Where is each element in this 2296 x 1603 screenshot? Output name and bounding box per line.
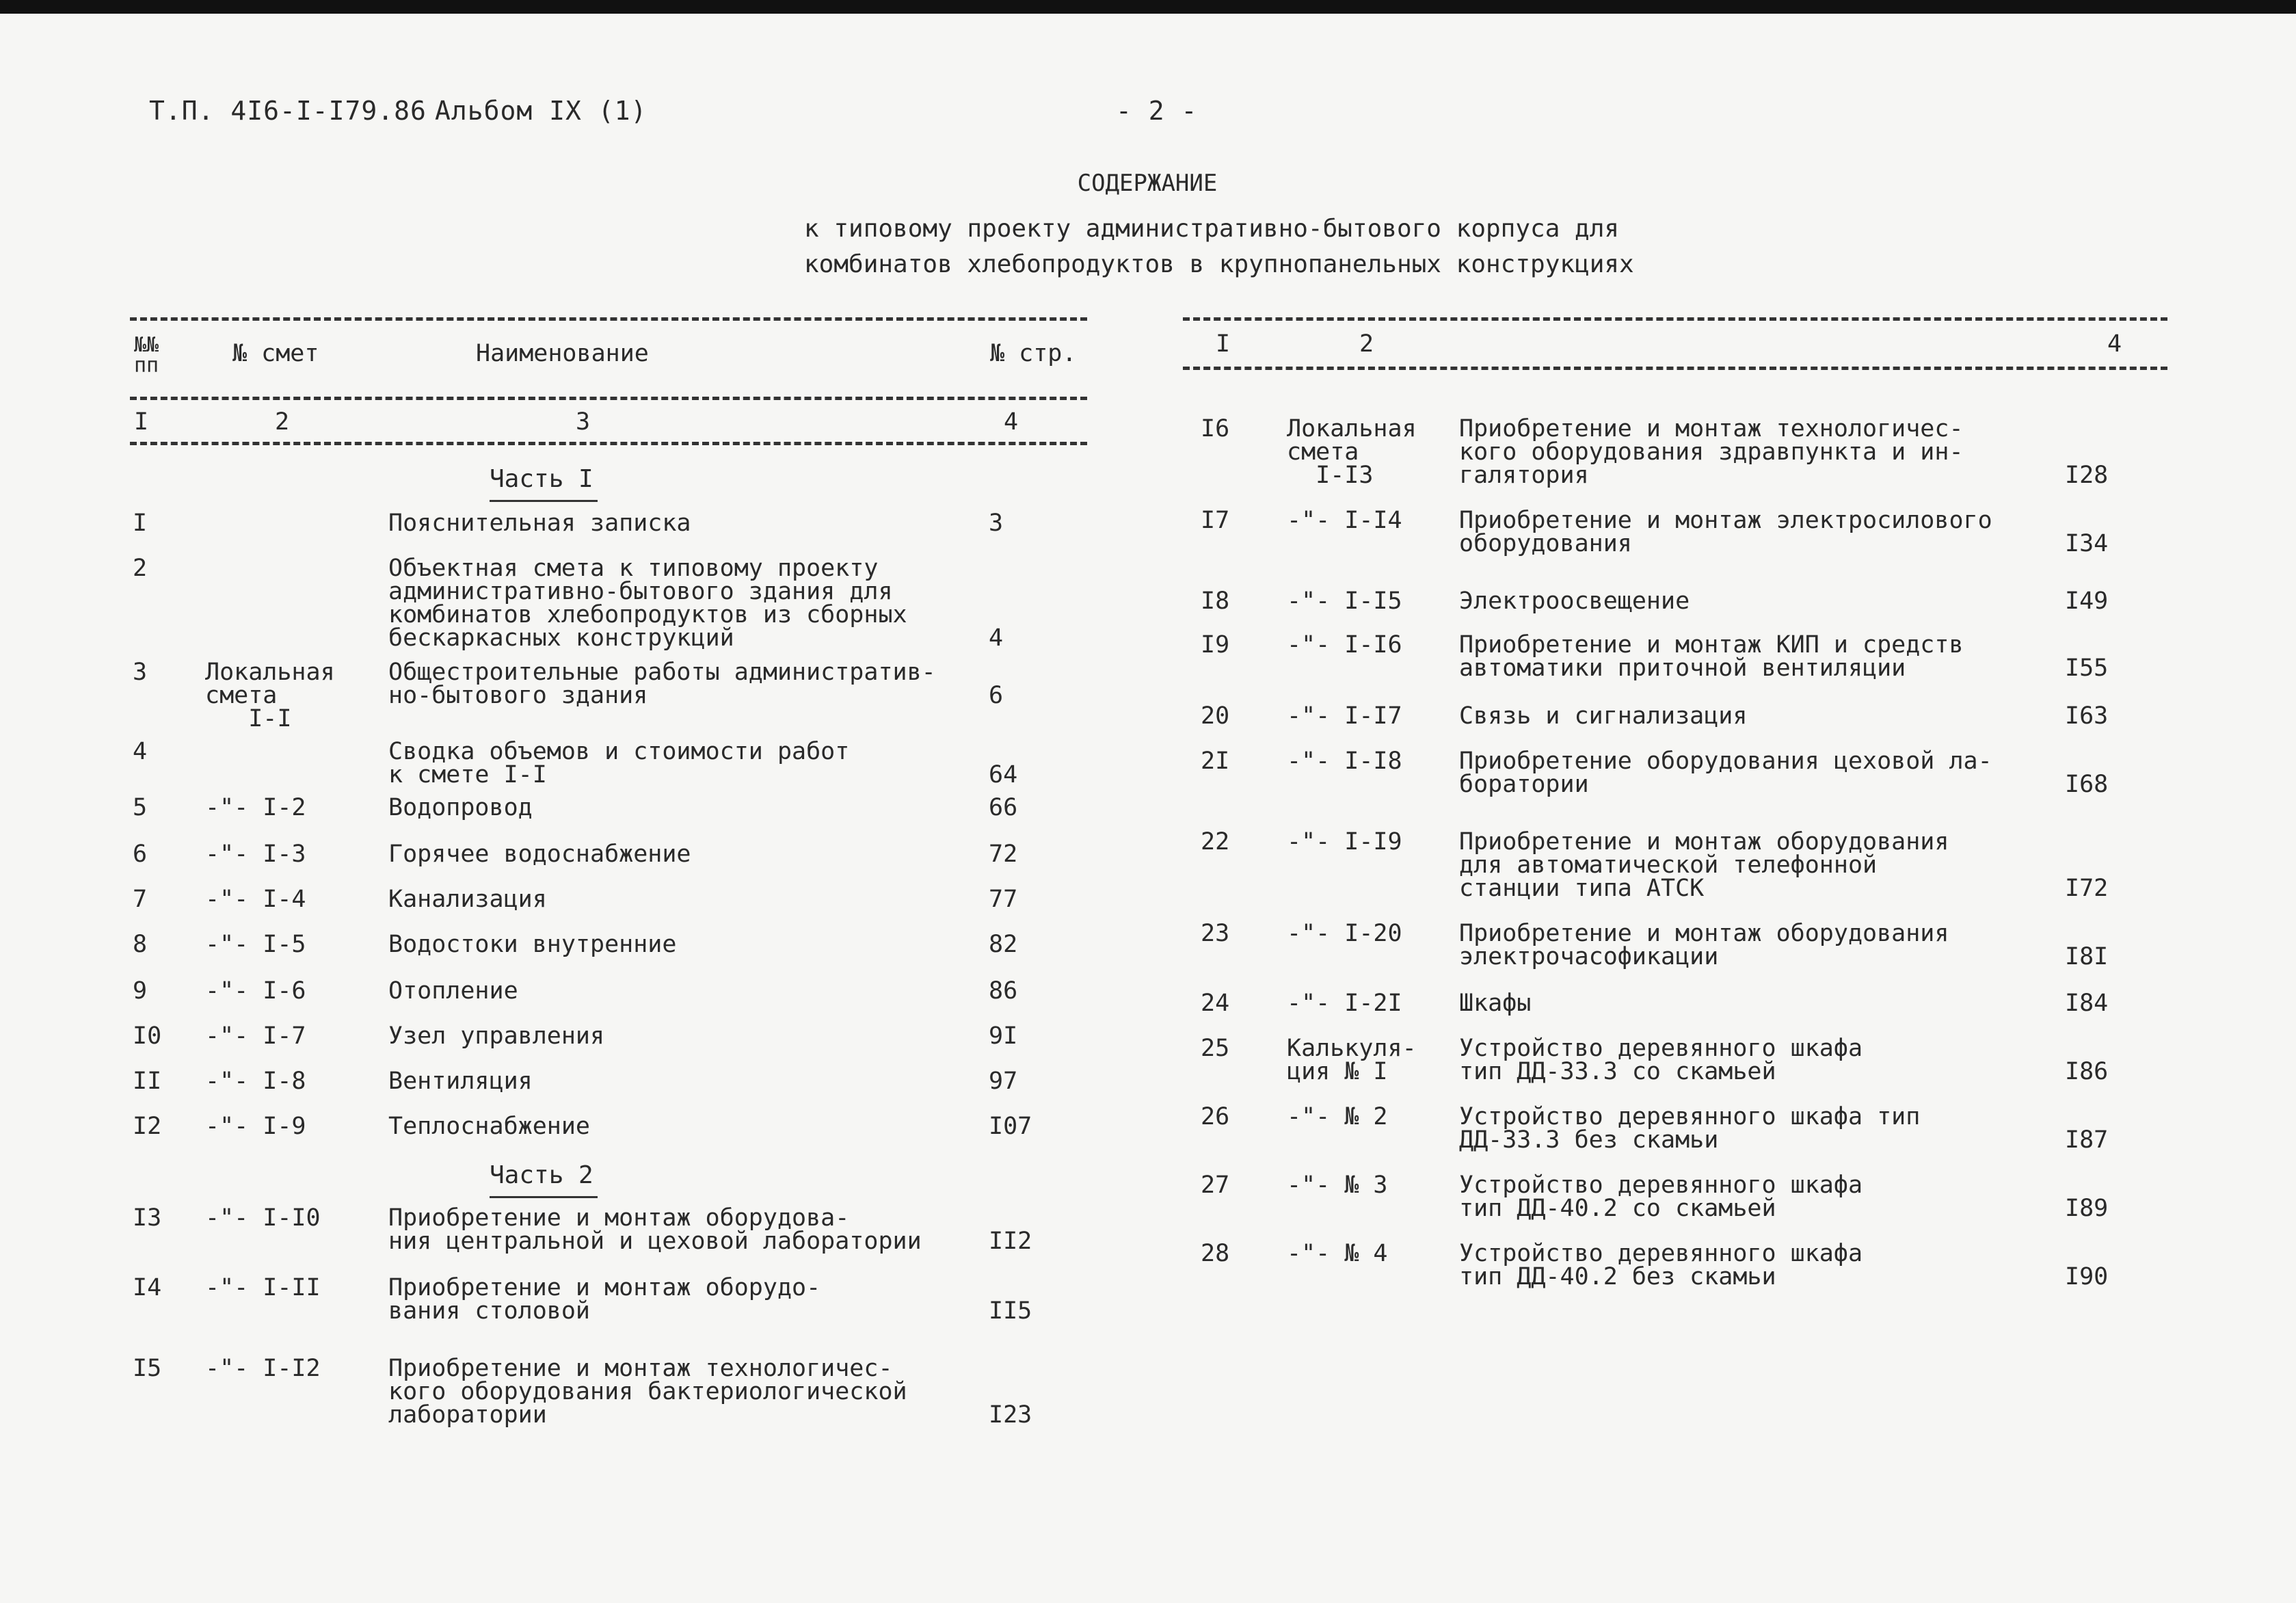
header-estimate: № смет <box>232 340 319 367</box>
row-page: I55 <box>2065 654 2109 682</box>
row-page: 77 <box>989 886 1018 913</box>
row-number: 26 <box>1201 1103 1230 1130</box>
row-page: 97 <box>989 1068 1018 1095</box>
album-label: Альбом IX (1) <box>435 96 648 126</box>
row-page: I49 <box>2065 587 2109 615</box>
row-name: Электроосвещение <box>1459 587 1690 615</box>
row-number: I3 <box>133 1204 162 1232</box>
row-estimate: Локальная смета I-I <box>205 659 335 732</box>
row-number: 2 <box>133 555 148 582</box>
right-col-number-1: I <box>1216 330 1231 358</box>
row-number: 28 <box>1201 1240 1230 1267</box>
row-estimate: -"- № 4 <box>1287 1240 1388 1267</box>
right-col-number-4: 4 <box>2107 330 2122 358</box>
row-estimate: -"- I-20 <box>1287 920 1402 947</box>
row-page: I72 <box>2065 875 2109 902</box>
row-number: 2I <box>1201 747 1230 775</box>
row-estimate: -"- I-I5 <box>1287 587 1402 615</box>
row-page: 64 <box>989 761 1018 789</box>
row-name: Приобретение и монтаж технологичес- кого оборудования бактериологической лаборатории <box>388 1355 907 1429</box>
row-name: Вентиляция <box>388 1068 533 1095</box>
row-name: Теплоснабжение <box>388 1113 591 1140</box>
row-page: 82 <box>989 931 1018 958</box>
row-page: I8I <box>2065 943 2109 970</box>
right-rule-top <box>1183 317 2167 321</box>
row-number: 9 <box>133 977 148 1005</box>
row-number: 7 <box>133 886 148 913</box>
row-estimate: -"- I-4 <box>205 886 306 913</box>
row-name: Связь и сигнализация <box>1459 702 1748 730</box>
row-number: 6 <box>133 840 148 868</box>
row-page: I07 <box>989 1113 1032 1140</box>
row-page: I23 <box>989 1401 1032 1429</box>
row-name: Приобретение и монтаж оборудования электрочасофикации <box>1459 920 1949 970</box>
row-number: I8 <box>1201 587 1230 615</box>
row-estimate: Локальная смета I-I3 <box>1287 415 1417 489</box>
row-number: 5 <box>133 794 148 821</box>
row-number: 23 <box>1201 920 1230 947</box>
row-name: Водопровод <box>388 794 533 821</box>
row-estimate: -"- I-I4 <box>1287 507 1402 534</box>
col-number-2: 2 <box>275 408 290 436</box>
row-name: Устройство деревянного шкафа тип ДД-33.3 без скамьи <box>1459 1103 1921 1154</box>
row-page: I63 <box>2065 702 2109 730</box>
row-estimate: -"- I-I2 <box>205 1355 321 1382</box>
row-estimate: -"- I-2 <box>205 794 306 821</box>
row-name: Приобретение и монтаж электросилового оборудования <box>1459 507 1992 557</box>
row-name: Устройство деревянного шкафа тип ДД-40.2 без скамьи <box>1459 1240 1863 1290</box>
row-page: 66 <box>989 794 1018 821</box>
col-number-4: 4 <box>1004 408 1019 436</box>
row-estimate: Калькуля- ция № I <box>1287 1035 1417 1085</box>
row-page: I68 <box>2065 771 2109 798</box>
row-number: I0 <box>133 1022 162 1050</box>
col-number-3: 3 <box>576 408 591 436</box>
row-estimate: -"- № 2 <box>1287 1103 1388 1130</box>
row-name: Устройство деревянного шкафа тип ДД-40.2 со скамьей <box>1459 1171 1863 1222</box>
row-number: 24 <box>1201 990 1230 1017</box>
row-estimate: -"- I-3 <box>205 840 306 868</box>
row-name: Канализация <box>388 886 547 913</box>
right-rule-colnums <box>1183 367 2167 370</box>
row-number: I <box>133 509 148 537</box>
row-page: II2 <box>989 1228 1032 1255</box>
row-page: II5 <box>989 1297 1032 1325</box>
row-name: Приобретение и монтаж оборудо- вания столовой <box>388 1274 821 1325</box>
header-name: Наименование <box>476 340 649 367</box>
row-estimate: -"- I-2I <box>1287 990 1402 1017</box>
part-1-heading: Часть I <box>490 465 598 493</box>
row-page: I84 <box>2065 990 2109 1017</box>
row-name: Устройство деревянного шкафа тип ДД-33.3 со скамьей <box>1459 1035 1863 1085</box>
header-num: №№ пп <box>134 333 159 377</box>
row-page: 72 <box>989 840 1018 868</box>
subtitle-line-2: комбинатов хлебопродуктов в крупнопанельных конструкциях <box>804 250 1634 278</box>
row-estimate: -"- I-8 <box>205 1068 306 1095</box>
row-estimate: -"- I-6 <box>205 977 306 1005</box>
scan-top-border <box>0 0 2296 14</box>
row-number: 27 <box>1201 1171 1230 1199</box>
row-page: 3 <box>989 509 1004 537</box>
subtitle-line-1: к типовому проекту административно-бытового корпуса для <box>804 215 1620 243</box>
part-2-heading: Часть 2 <box>490 1161 598 1189</box>
row-estimate: -"- I-II <box>205 1274 321 1301</box>
col-number-1: I <box>134 408 149 436</box>
row-estimate: -"- I-5 <box>205 931 306 958</box>
row-page: 9I <box>989 1022 1018 1050</box>
row-estimate: -"- I-I7 <box>1287 702 1402 730</box>
row-number: 25 <box>1201 1035 1230 1062</box>
right-col-number-2: 2 <box>1359 330 1374 358</box>
left-rule-top <box>130 317 1087 321</box>
left-rule-colnums <box>130 442 1087 445</box>
row-name: Объектная смета к типовому проекту административно-бытового здания для комбинатов хлебопродуктов из сборных бескаркасных конструкций <box>388 555 907 652</box>
row-page: I28 <box>2065 462 2109 489</box>
row-name: Приобретение и монтаж технологичес- кого оборудования здравпункта и ин- галятория <box>1459 415 1964 489</box>
row-estimate: -"- I-I9 <box>1287 828 1402 856</box>
header-page: № стр. <box>990 340 1077 367</box>
row-number: 22 <box>1201 828 1230 856</box>
row-name: Приобретение оборудования цеховой ла- боратории <box>1459 747 1992 798</box>
row-number: I7 <box>1201 507 1230 534</box>
row-name: Водостоки внутренние <box>388 931 677 958</box>
row-name: Пояснительная записка <box>388 509 691 537</box>
left-rule-header <box>130 397 1087 400</box>
row-page: I86 <box>2065 1058 2109 1085</box>
row-estimate: -"- I-9 <box>205 1113 306 1140</box>
row-number: 3 <box>133 659 148 686</box>
row-estimate: -"- I-I0 <box>205 1204 321 1232</box>
row-name: Отопление <box>388 977 518 1005</box>
row-name: Приобретение и монтаж КИП и средств автоматики приточной вентиляции <box>1459 631 1964 682</box>
row-name: Приобретение и монтаж оборудова- ния центральной и цеховой лаборатории <box>388 1204 922 1255</box>
row-number: I4 <box>133 1274 162 1301</box>
page-title: СОДЕРЖАНИЕ <box>1077 170 1218 197</box>
doc-reference: Т.П. 4I6-I-I79.86 <box>149 96 427 126</box>
row-page: I87 <box>2065 1126 2109 1154</box>
row-page: 86 <box>989 977 1018 1005</box>
row-number: I2 <box>133 1113 162 1140</box>
page-number: - 2 - <box>1116 96 1198 126</box>
row-number: 4 <box>133 738 148 765</box>
row-name: Узел управления <box>388 1022 605 1050</box>
row-page: 6 <box>989 682 1004 709</box>
row-number: I6 <box>1201 415 1230 442</box>
row-name: Горячее водоснабжение <box>388 840 691 868</box>
row-number: 20 <box>1201 702 1230 730</box>
row-name: Сводка объемов и стоимости работ к смете I-I <box>388 738 850 789</box>
row-estimate: -"- I-7 <box>205 1022 306 1050</box>
row-name: Приобретение и монтаж оборудования для автоматической телефонной станции типа АТСК <box>1459 828 1949 902</box>
row-number: II <box>133 1068 162 1095</box>
row-estimate: -"- № 3 <box>1287 1171 1388 1199</box>
row-number: I5 <box>133 1355 162 1382</box>
row-number: I9 <box>1201 631 1230 659</box>
row-page: I90 <box>2065 1263 2109 1290</box>
row-number: 8 <box>133 931 148 958</box>
row-name: Шкафы <box>1459 990 1532 1017</box>
row-page: I34 <box>2065 530 2109 557</box>
row-page: I89 <box>2065 1195 2109 1222</box>
row-estimate: -"- I-I8 <box>1287 747 1402 775</box>
row-page: 4 <box>989 624 1004 652</box>
row-estimate: -"- I-I6 <box>1287 631 1402 659</box>
row-name: Общестроительные работы административ- но-бытового здания <box>388 659 936 709</box>
